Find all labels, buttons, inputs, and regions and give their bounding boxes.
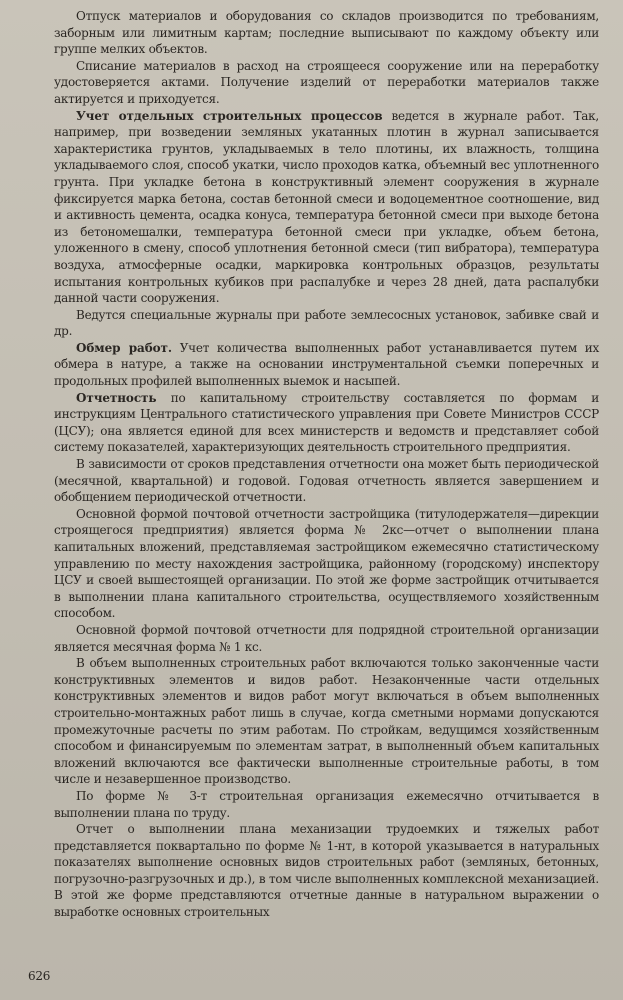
paragraph-form-3t: По форме № 3-т строительная организация ежемесячно отчитывается в выполнении плана по труду. xyxy=(54,788,599,820)
paragraph-material-writeoff: Списание материалов в расход на строящееся сооружение или на переработку удостоверяется актами. Получение изделий от переработки материалов также актируется и приходуется. xyxy=(54,58,599,106)
paragraph-completed-works: В объем выполненных строительных работ включаются только законченные части конструктивных элементов и видов работ. Незаконченные части отдельных конструктивных элементов и видов работ могут включаться в объем выполненных строительно-монтажных работ лишь в случае, когда сметными нормами допускаются промежуточные расчеты по этим работам. По стройкам, ведущимся хозяйственным способом и финансируемым по элементам затрат, в выполненный объем капитальных вложений включаются все фактически выполненные строительные работы, в том числе и незавершенное производство. xyxy=(54,656,599,787)
paragraph-process-accounting: Учет отдельных строительных процессов ведется в журнале работ. Так, например, при возведении земляных укатанных плотин в журнал записывается характеристика грунтов, укладываемых в тело плотины, их влажность, толщина укладываемого слоя, способ укатки, число проходов катка, объемный вес уплотненного грунта. При укладке бетона в конструктивный элемент сооружения в журнале фиксируется марка бетона, состав бетонной смеси и водоцементное соотношение, вид и активность цемента, осадка конуса, температура бетонной смеси при выходе бетона из бетономешалки, температура бетонной смеси при укладке, объем бетона, уложенного в смену, способ уплотнения бетонной смеси (тип вибратора), температура воздуха, атмосферные осадки, маркировка контрольных образцов, результаты испытания контрольных кубиков при распалубке и через 28 дней, дата распалубки данной части сооружения. xyxy=(54,108,599,306)
paragraph-form-1ks: Основной формой почтовой отчетности для подрядной строительной организации является месячная форма № 1 кс. xyxy=(54,622,599,654)
paragraph-reporting: Отчетность по капитальному строительству составляется по формам и инструкциям Центрального статистического управления при Совете Министров СССР (ЦСУ); она является единой для всех министерств и ведомств и представляет собой систему показателей, характеризующих деятельность строительного предприятия. xyxy=(54,390,599,455)
page-number: 626 xyxy=(28,969,51,983)
section-heading-process-accounting: Учет отдельных строительных процессов xyxy=(76,108,383,123)
paragraph-work-measurement: Обмер работ. Учет количества выполненных работ устанавливается путем их обмера в натуре, а также на основании инструментальной съемки поперечных и продольных профилей выполненных выемок и насыпей. xyxy=(54,340,599,389)
section-heading-reporting: Отчетность xyxy=(76,390,157,405)
paragraph-mechanization-report: Отчет о выполнении плана механизации трудоемких и тяжелых работ представляется поквартально по форме № 1-нт, в которой указывается в натуральных показателях выполнение основных видов строительных работ (земляных, бетонных, погрузочно-разгрузочных и др.), в том числе выполненных комплексной механизацией. В этой же форме представляются отчетные данные в натуральном выражении о выработке основных строительных xyxy=(54,822,599,920)
section-heading-work-measurement: Обмер работ. xyxy=(76,340,172,355)
paragraph-material-release: Отпуск материалов и оборудования со складов производится по требованиям, заборным или лимитным картам; последние выписывают по каждому объекту или группе мелких объектов. xyxy=(54,9,599,57)
paragraph-form-2ks: Основной формой почтовой отчетности застройщика (титулодержателя—дирекции строящегося предприятия) является форма № 2кс—отчет о выполнении плана капитальных вложений, представляемая застройщиком ежемесячно статистическому управлению по месту нахождения застройщика, районному (городскому) инспектору ЦСУ и своей вышестоящей организации. По этой же форме застройщик отчитывается в выполнении плана капитального строительства, осуществляемого хозяйственным способом. xyxy=(54,506,599,621)
paragraph-reporting-periods: В зависимости от сроков представления отчетности она может быть периодической (месячной, квартальной) и годовой. Годовая отчетность является завершением и обобщением периодической отчетности. xyxy=(54,457,599,505)
paragraph-special-journals: Ведутся специальные журналы при работе землесосных установок, забивке свай и др. xyxy=(54,307,599,339)
